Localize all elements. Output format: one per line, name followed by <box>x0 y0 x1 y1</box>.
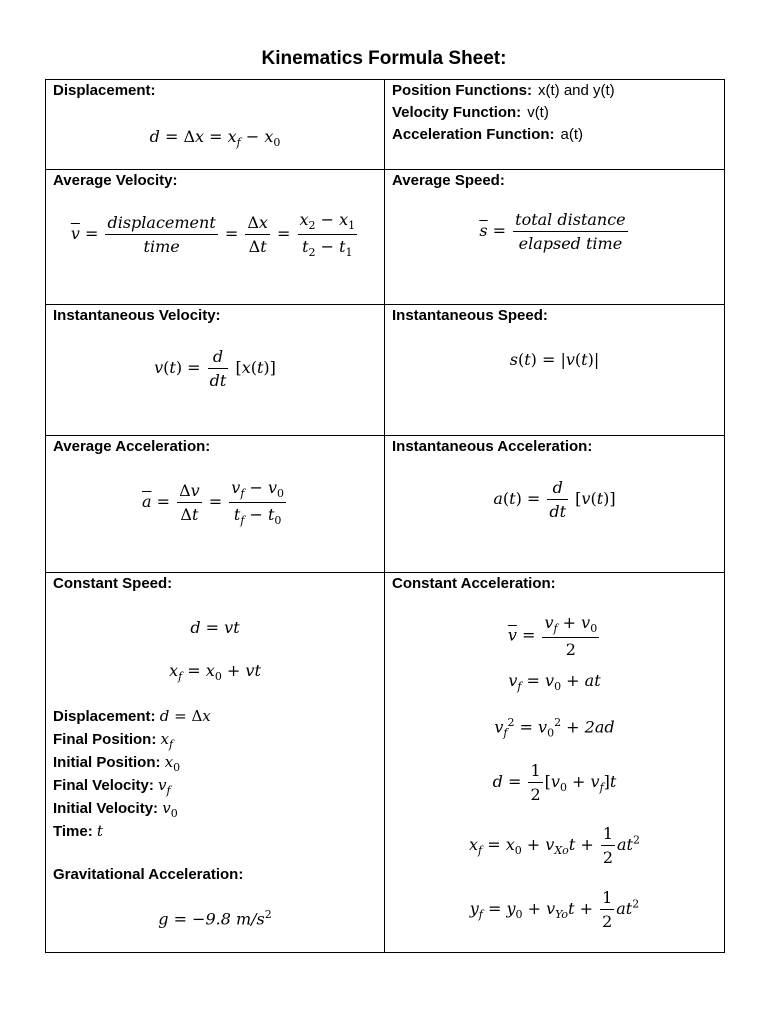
cell-average-velocity <box>46 170 385 305</box>
velocity-function-label: Velocity Function: <box>392 104 522 121</box>
constant-speed-heading: Constant Speed: <box>53 575 173 592</box>
acceleration-function-value: a(t) <box>560 126 584 143</box>
average-speed-heading: Average Speed: <box>392 172 505 189</box>
def-initial-position: Initial Position: $x_0$ <box>53 753 181 774</box>
position-functions-line <box>392 82 615 99</box>
displacement-formula: $d = \Delta x = x_f - x_0$ <box>149 127 281 150</box>
constant-speed-formula-1: d = vt <box>190 618 240 637</box>
position-functions-value: x(t) and y(t) <box>538 82 615 99</box>
average-acceleration-heading: Average Acceleration: <box>53 438 211 455</box>
fraction-numerator: displacement <box>105 213 217 235</box>
instantaneous-speed-heading: Instantaneous Speed: <box>392 307 548 324</box>
constant-acceleration-formula-5: $x_f = x_0 + v_{Xo}t$ + $\frac{1}{2}$ $at^2$ <box>469 824 640 867</box>
def-label: Initial Position: <box>53 754 161 771</box>
position-functions-label: Position Functions: <box>392 82 532 99</box>
def-label: Initial Velocity: <box>53 800 159 817</box>
constant-acceleration-formula-2: $v_f = v_0$ + at <box>508 671 601 694</box>
def-final-velocity: Final Velocity: $v_f$ <box>53 776 171 797</box>
displacement-heading: Displacement: <box>53 82 156 99</box>
constant-acceleration-formula-6: $y_f = y_0 + v_{Yo}t$ + $\frac{1}{2}$ $at^2$ <box>469 888 640 931</box>
cell-displacement <box>46 80 385 170</box>
average-velocity-heading: Average Velocity: <box>53 172 178 189</box>
cell-functions <box>385 80 725 170</box>
gravitational-acceleration-formula: g = −9.8 $m/s^2$ <box>158 908 272 929</box>
def-final-position: Final Position: $x_f$ <box>53 730 174 751</box>
fraction-numerator: total distance <box>513 210 628 232</box>
constant-acceleration-formula-4: d = $\frac{1}{2}$ $[v_0 + v_f]t$ <box>492 761 617 804</box>
cell-constant-speed <box>46 573 385 953</box>
page-title: Kinematics Formula Sheet: <box>261 48 507 69</box>
def-initial-velocity: Initial Velocity: $v_0$ <box>53 799 178 820</box>
cell-instantaneous-speed <box>385 305 725 436</box>
cell-average-speed <box>385 170 725 305</box>
average-speed-formula: $\overline{s}$ = $\frac{\text{total distance}}{\text{elapsed time}}$ <box>479 210 626 253</box>
constant-acceleration-formula-1: $\overline{v}$ = $\frac{v_f + v_0}{2}$ <box>507 613 598 660</box>
fraction-denominator: time <box>143 237 180 257</box>
cell-constant-acceleration <box>385 573 725 953</box>
cell-average-acceleration <box>46 436 385 573</box>
constant-acceleration-formula-3: $v_f^2 = v_0^2 + 2ad$ <box>494 716 615 740</box>
instantaneous-acceleration-formula: a(t) = $\frac{d}{dt}$ [v(t)] <box>493 478 616 521</box>
average-acceleration-formula: $\overline{a}$ = $\frac{\Delta v}{\Delta t}$ = $\frac{v_f - v_0}{t_f - t_0}$ <box>141 478 285 528</box>
cell-instantaneous-velocity <box>46 305 385 436</box>
acceleration-function-label: Acceleration Function: <box>392 126 555 143</box>
def-label: Time: <box>53 823 93 840</box>
def-label: Displacement: <box>53 708 156 725</box>
average-velocity-formula: $\overline{v}$ = $\frac{\text{displacement}}{\text{time}}$ = $\frac{\Delta x}{\Delta t}$ = $\frac{x_2 - x_1}{t_2 - t_1}$ <box>70 210 356 260</box>
fraction <box>105 213 217 256</box>
velocity-function-value: v(t) <box>527 104 549 121</box>
constant-speed-formula-2: $x_f = x_0$ + vt <box>169 661 261 684</box>
def-time: Time: t <box>53 822 103 840</box>
velocity-function-line <box>392 104 549 121</box>
constant-acceleration-heading: Constant Acceleration: <box>392 575 556 592</box>
gravitational-acceleration-heading: Gravitational Acceleration: <box>53 866 244 883</box>
fraction-denominator: elapsed time <box>518 234 623 253</box>
def-label: Final Velocity: <box>53 777 154 794</box>
def-label: Final Position: <box>53 731 157 748</box>
cell-instantaneous-acceleration <box>385 436 725 573</box>
instantaneous-speed-formula: s(t) = |v(t)| <box>509 350 600 369</box>
instantaneous-acceleration-heading: Instantaneous Acceleration: <box>392 438 593 455</box>
acceleration-function-line <box>392 126 583 143</box>
def-displacement: Displacement: d = Δx <box>53 707 211 725</box>
instantaneous-velocity-heading: Instantaneous Velocity: <box>53 307 221 324</box>
instantaneous-velocity-formula: v(t) = $\frac{d}{dt}$ [x(t)] <box>154 347 276 390</box>
formula-table <box>45 79 725 953</box>
